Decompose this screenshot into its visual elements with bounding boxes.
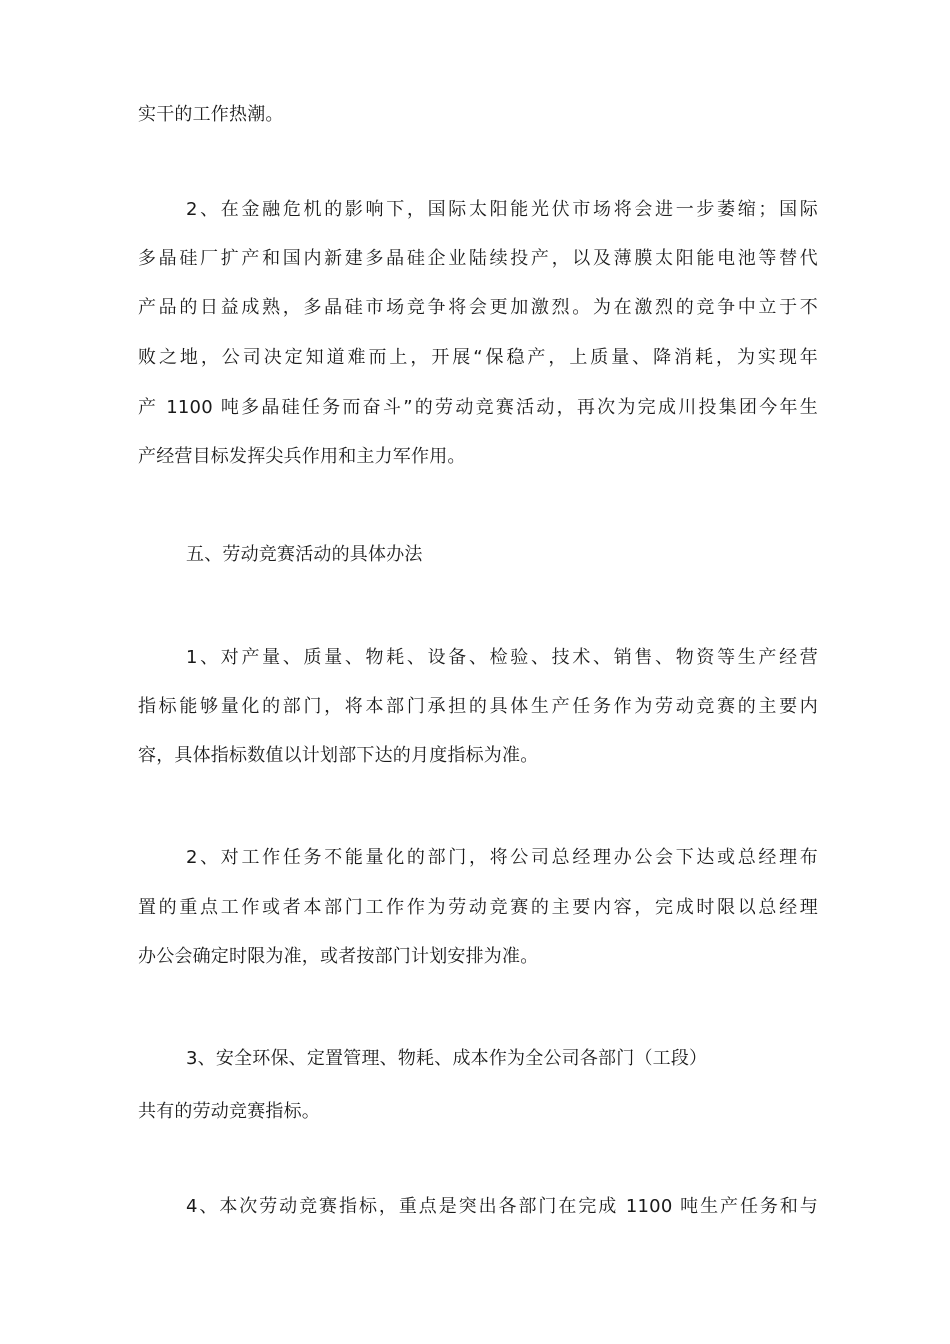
paragraph-line: 容，具体指标数值以计划部下达的月度指标为准。 [138,745,539,766]
paragraph-line: 4、本次劳动竞赛指标，重点是突出各部门在完成 1100 吨生产任务和与 [186,1196,818,1217]
paragraph-line: 产品的日益成熟，多晶硅市场竞争将会更加激烈。为在激烈的竞争中立于不 [138,297,818,318]
paragraph-line: 1、对产量、质量、物耗、设备、检验、技术、销售、物资等生产经营 [186,647,818,668]
paragraph-line: 指标能够量化的部门，将本部门承担的具体生产任务作为劳动竞赛的主要内 [138,696,818,717]
paragraph-line: 实干的工作热潮。 [138,104,284,125]
paragraph-line: 2、在金融危机的影响下，国际太阳能光伏市场将会进一步萎缩；国际 [186,199,818,220]
paragraph-line: 2、对工作任务不能量化的部门，将公司总经理办公会下达或总经理布 [186,847,818,868]
paragraph-line: 产 1100 吨多晶硅任务而奋斗”的劳动竞赛活动，再次为完成川投集团今年生 [138,397,818,418]
paragraph-line: 置的重点工作或者本部门工作作为劳动竞赛的主要内容，完成时限以总经理 [138,897,818,918]
paragraph-line: 共有的劳动竞赛指标。 [138,1101,320,1122]
section-heading: 五、劳动竞赛活动的具体办法 [186,544,423,565]
paragraph-line: 3、安全环保、定置管理、物耗、成本作为全公司各部门（工段） [186,1048,708,1069]
paragraph-line: 办公会确定时限为准，或者按部门计划安排为准。 [138,946,539,967]
paragraph-line: 产经营目标发挥尖兵作用和主力军作用。 [138,446,466,467]
paragraph-line: 败之地，公司决定知道难而上，开展“保稳产，上质量、降消耗，为实现年 [138,347,818,368]
paragraph-line: 多晶硅厂扩产和国内新建多晶硅企业陆续投产，以及薄膜太阳能电池等替代 [138,248,818,269]
